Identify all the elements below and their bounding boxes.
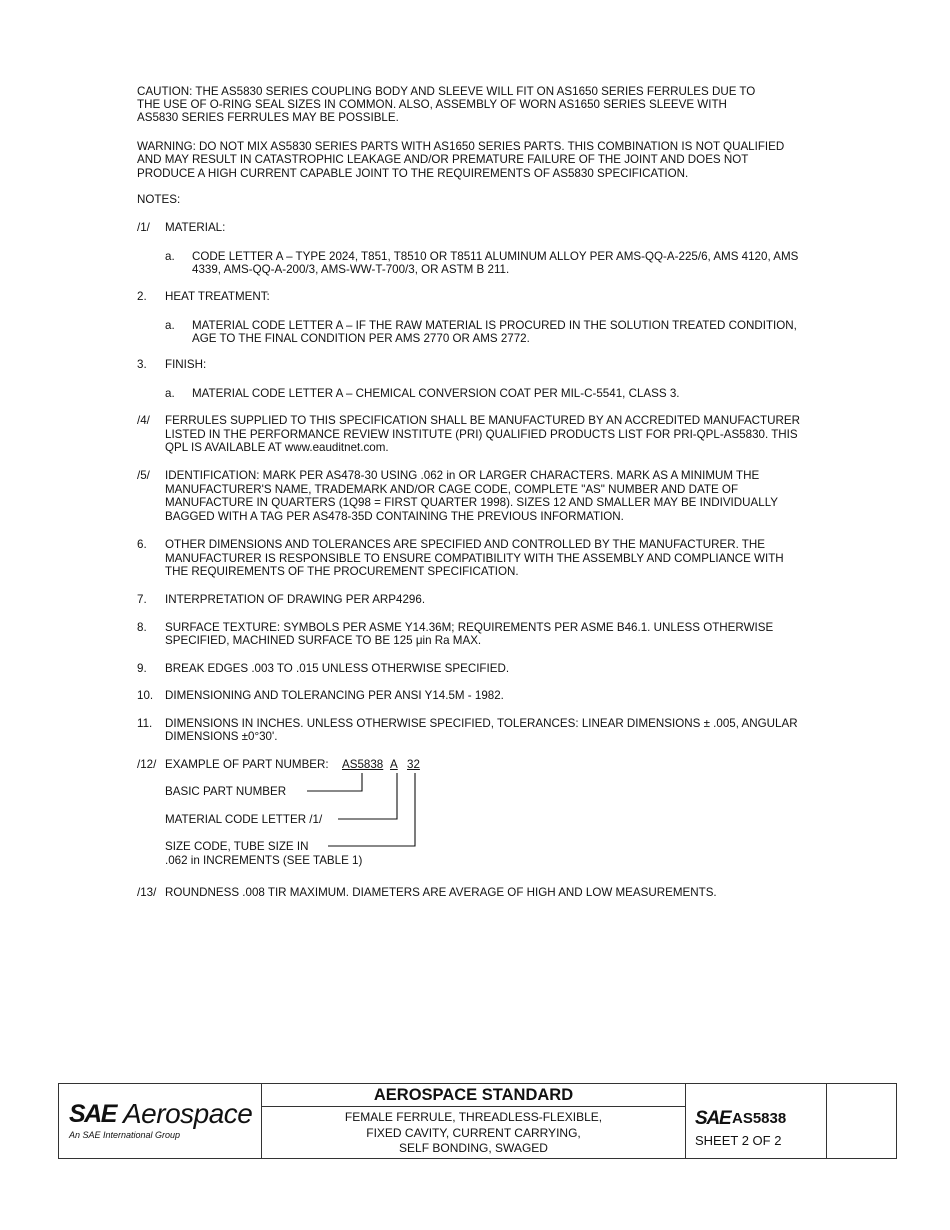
document-title-line: FEMALE FERRULE, THREADLESS-FLEXIBLE, bbox=[344, 1110, 603, 1124]
note-number: 10. bbox=[137, 689, 154, 702]
note-line: MANUFACTURER IS RESPONSIBLE TO ENSURE COMPATIBILITY WITH THE ASSEMBLY AND COMPLIANCE WITH bbox=[165, 552, 784, 565]
callout-size-code: .062 in INCREMENTS (SEE TABLE 1) bbox=[165, 854, 363, 867]
note-number: 9. bbox=[137, 662, 147, 675]
note-line: SURFACE TEXTURE: SYMBOLS PER ASME Y14.36M; REQUIREMENTS PER ASME B46.1. UNLESS OTHERWISE bbox=[165, 621, 774, 634]
callout-basic-part: BASIC PART NUMBER bbox=[165, 785, 287, 798]
part-number-size: 32 bbox=[407, 758, 420, 771]
note-line: MANUFACTURE IN QUARTERS (1Q98 = FIRST QUARTER 1998). SIZES 12 AND SMALLER MAY BE INDIVIDUALLY bbox=[165, 496, 779, 509]
note-number: 8. bbox=[137, 621, 147, 634]
title-block-blank-cell bbox=[827, 1084, 896, 1158]
callout-material-code: MATERIAL CODE LETTER /1/ bbox=[165, 813, 323, 826]
leader-line-material bbox=[338, 773, 397, 819]
part-number-material: A bbox=[390, 758, 398, 771]
note-title: HEAT TREATMENT: bbox=[165, 290, 270, 303]
sae-doc-logo: SAE bbox=[695, 1108, 731, 1129]
note-line: OTHER DIMENSIONS AND TOLERANCES ARE SPECIFIED AND CONTROLLED BY THE MANUFACTURER. THE bbox=[165, 538, 765, 551]
sae-logo-word: Aerospace bbox=[123, 1098, 253, 1129]
note-line: DIMENSIONS IN INCHES. UNLESS OTHERWISE SPECIFIED, TOLERANCES: LINEAR DIMENSIONS ± .005, ANGULAR bbox=[165, 717, 798, 730]
note-line: DIMENSIONS ±0°30'. bbox=[165, 730, 278, 743]
sae-logo-mark: SAE bbox=[69, 1100, 116, 1128]
part-number-basic: AS5838 bbox=[342, 758, 384, 771]
note-number: /12/ bbox=[137, 758, 157, 771]
note-number: 11. bbox=[137, 717, 153, 730]
title-block bbox=[58, 1083, 897, 1159]
note-number: 2. bbox=[137, 290, 147, 303]
note-line: INTERPRETATION OF DRAWING PER ARP4296. bbox=[165, 593, 426, 606]
title-block-doc-cell bbox=[686, 1084, 827, 1158]
note-line: BAGGED WITH A TAG PER AS478-35D CONTAINING THE PREVIOUS INFORMATION. bbox=[165, 510, 624, 523]
note-number: 3. bbox=[137, 358, 147, 371]
note-line: AGE TO THE FINAL CONDITION PER AMS 2770 OR AMS 2772. bbox=[192, 332, 530, 345]
caution-line: CAUTION: THE AS5830 SERIES COUPLING BODY AND SLEEVE WILL FIT ON AS1650 SERIES FERRULES DUE TO bbox=[137, 85, 756, 98]
caution-line: THE USE OF O-RING SEAL SIZES IN COMMON. ALSO, ASSEMBLY OF WORN AS1650 SERIES SLEEVE WITH bbox=[137, 98, 727, 111]
warning-line: WARNING: DO NOT MIX AS5830 SERIES PARTS WITH AS1650 SERIES PARTS. THIS COMBINATION IS NOT QUALIFIED bbox=[137, 140, 785, 153]
callout-size-code: SIZE CODE, TUBE SIZE IN bbox=[165, 840, 309, 853]
note-number: /1/ bbox=[137, 221, 150, 234]
sae-logo-tagline: An SAE International Group bbox=[69, 1130, 181, 1140]
note-title: MATERIAL: bbox=[165, 221, 226, 234]
note-number: 6. bbox=[137, 538, 147, 551]
note-line: FERRULES SUPPLIED TO THIS SPECIFICATION SHALL BE MANUFACTURED BY AN ACCREDITED MANUFACTURER bbox=[165, 414, 800, 427]
title-block-title-cell bbox=[262, 1084, 686, 1158]
note-line: EXAMPLE OF PART NUMBER: bbox=[165, 758, 329, 771]
note-line: BREAK EDGES .003 TO .015 UNLESS OTHERWISE SPECIFIED. bbox=[165, 662, 510, 675]
leader-line-size bbox=[328, 773, 415, 846]
leader-line-basic bbox=[307, 773, 362, 791]
title-block-logo-cell bbox=[59, 1084, 262, 1158]
sub-item-label: a. bbox=[165, 387, 175, 400]
warning-line: PRODUCE A HIGH CURRENT CAPABLE JOINT TO THE REQUIREMENTS OF AS5830 SPECIFICATION. bbox=[137, 167, 689, 180]
note-line: MANUFACTURER'S NAME, TRADEMARK AND/OR CAGE CODE, COMPLETE "AS" NUMBER AND DATE OF bbox=[165, 483, 739, 496]
sheet-number: SHEET 2 OF 2 bbox=[695, 1133, 782, 1148]
note-line: 4339, AMS-QQ-A-200/3, AMS-WW-T-700/3, OR ASTM B 211. bbox=[192, 263, 510, 276]
note-line: DIMENSIONING AND TOLERANCING PER ANSI Y14.5M - 1982. bbox=[165, 689, 504, 702]
note-number: /13/ bbox=[137, 886, 157, 899]
note-line: ROUNDNESS .008 TIR MAXIMUM. DIAMETERS ARE AVERAGE OF HIGH AND LOW MEASUREMENTS. bbox=[165, 886, 717, 899]
standard-header: AEROSPACE STANDARD bbox=[262, 1084, 685, 1107]
note-number: 7. bbox=[137, 593, 147, 606]
warning-line: AND MAY RESULT IN CATASTROPHIC LEAKAGE AND/OR PREMATURE FAILURE OF THE JOINT AND DOES NOT bbox=[137, 153, 749, 166]
sub-item-label: a. bbox=[165, 250, 175, 263]
note-title: FINISH: bbox=[165, 358, 207, 371]
sub-item-label: a. bbox=[165, 319, 175, 332]
note-line: THE REQUIREMENTS OF THE PROCUREMENT SPECIFICATION. bbox=[165, 565, 519, 578]
notes-heading: NOTES: bbox=[137, 193, 181, 206]
note-line: IDENTIFICATION: MARK PER AS478-30 USING .062 in OR LARGER CHARACTERS. MARK AS A MINIMUM THE bbox=[165, 469, 760, 482]
note-number: /4/ bbox=[137, 414, 150, 427]
document-title-line: SELF BONDING, SWAGED bbox=[399, 1141, 548, 1155]
note-line: SPECIFIED, MACHINED SURFACE TO BE 125 μin Ra MAX. bbox=[165, 634, 482, 647]
note-line: LISTED IN THE PERFORMANCE REVIEW INSTITUTE (PRI) QUALIFIED PRODUCTS LIST FOR PRI-QPL-AS5830. THIS bbox=[165, 428, 798, 441]
document-title-line: FIXED CAVITY, CURRENT CARRYING, bbox=[366, 1125, 581, 1140]
note-line: MATERIAL CODE LETTER A – CHEMICAL CONVERSION COAT PER MIL-C-5541, CLASS 3. bbox=[192, 387, 680, 400]
note-line: CODE LETTER A – TYPE 2024, T851, T8510 OR T8511 ALUMINUM ALLOY PER AMS-QQ-A-225/6, AMS 4120, AMS bbox=[192, 250, 799, 263]
document-title bbox=[262, 1110, 685, 1157]
caution-line: AS5830 SERIES FERRULES MAY BE POSSIBLE. bbox=[137, 111, 399, 124]
note-line: MATERIAL CODE LETTER A – IF THE RAW MATERIAL IS PROCURED IN THE SOLUTION TREATED CONDITION, bbox=[192, 319, 797, 332]
document-number: AS5838 bbox=[732, 1110, 787, 1127]
note-number: /5/ bbox=[137, 469, 150, 482]
note-line: QPL IS AVAILABLE AT www.eauditnet.com. bbox=[165, 441, 389, 454]
